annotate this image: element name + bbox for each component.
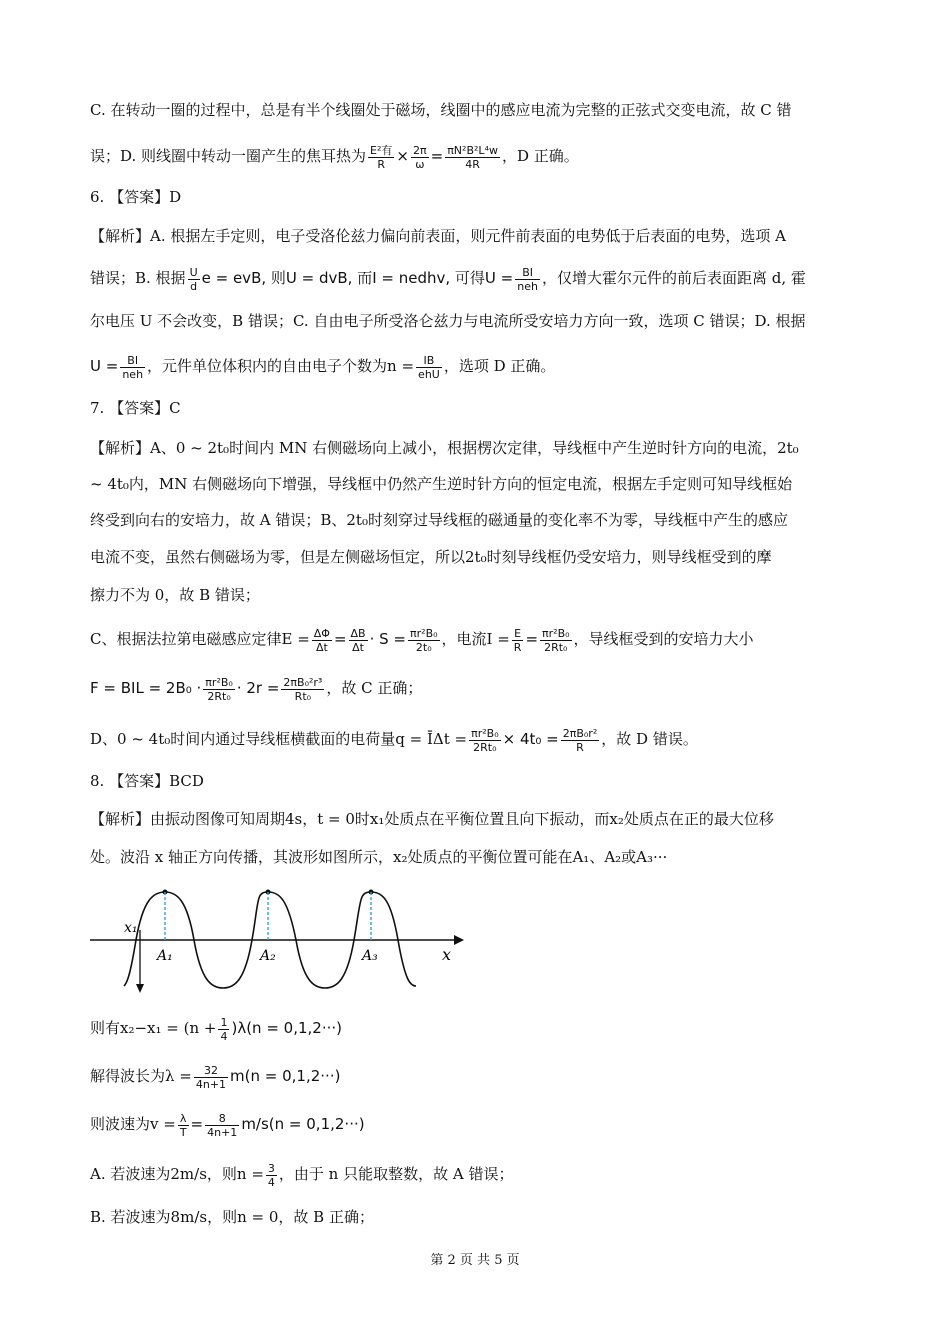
text: × 4t₀ = <box>502 730 559 748</box>
x-axis-arrow <box>454 935 464 945</box>
fraction: $\frac{\text{2πB₀²r³}}{\text{Rt₀}}$ <box>283 675 323 703</box>
fraction: $\frac{1}{4}$ <box>220 1015 228 1043</box>
text: ，导线框受到的安培力大小 <box>573 630 754 648</box>
q6-line-2 <box>90 262 890 294</box>
q8-line-7: B. 若波速为8m/s，则n = 0，故 B 正确； <box>90 1208 374 1226</box>
equals-sign: = <box>190 1115 204 1133</box>
equals-sign: = <box>333 630 347 648</box>
q6-line-4 <box>90 350 890 382</box>
q8-line-6 <box>90 1158 890 1190</box>
fraction: $\frac{BI}{\text{neh}}$ <box>517 265 538 293</box>
text: 解得波长为λ = <box>90 1067 192 1085</box>
text: A. 若波速为2m/s，则n = <box>90 1165 264 1183</box>
text: )λ(n = 0,1,2···) <box>231 1019 342 1037</box>
fraction: $\frac{8}{4n+1}$ <box>207 1111 238 1139</box>
fraction: $\frac{\text{E²有}}{R}$ <box>370 143 393 171</box>
fraction: $\frac{\text{πr²B₀}}{\text{2Rt₀}}$ <box>471 726 499 754</box>
q7-line-1: 【解析】A、0 ~ 2t₀时间内 MN 右侧磁场向上减小，根据楞次定律，导线框中产生逆时针方向的电流，2t₀ <box>90 439 799 457</box>
text: F = BIL = 2B₀ · <box>90 679 202 697</box>
q8-line-4 <box>90 1060 890 1092</box>
fraction: $\frac{\Delta\Phi}{\Delta t}$ <box>313 626 330 654</box>
text: C、根据法拉第电磁感应定律E = <box>90 630 310 648</box>
text: ，元件单位体积内的自由电子个数为n = <box>147 357 415 375</box>
text: D、0 ~ 4t₀时间内通过导线框横截面的电荷量q = ĪΔt = <box>90 730 468 748</box>
q8-answer: 8. 【答案】BCD <box>90 772 204 790</box>
fraction: $\frac{2\pi}{\omega}$ <box>412 143 427 171</box>
label-a2: A₂ <box>260 948 276 964</box>
text: ，由于 n 只能取整数，故 A 错误； <box>278 1165 514 1183</box>
q8-line-2: 处。波沿 x 轴正方向传播，其波形如图所示，x₂处质点的平衡位置可能在A₁、A₂或A₃··· <box>90 848 668 866</box>
text: ，仅增大霍尔元件的前后表面距离 d, 霍 <box>541 269 806 287</box>
fraction: $\frac{\lambda}{T}$ <box>179 1111 187 1139</box>
fraction: $\frac{E}{R}$ <box>513 626 522 654</box>
q6-line-1: 【解析】A. 根据左手定则，电子受洛伦兹力偏向前表面，则元件前表面的电势低于后表面的电势，选项 A <box>90 227 786 245</box>
text: m/s(n = 0,1,2···) <box>241 1115 365 1133</box>
q8-line-3 <box>90 1012 890 1044</box>
fraction: $\frac{\text{πr²B₀}}{\text{2t₀}}$ <box>410 626 438 654</box>
fraction: $\frac{IB}{\text{ehU}}$ <box>418 353 440 381</box>
q7-line-5: 擦力不为 0，故 B 错误； <box>90 586 260 604</box>
fraction: $\frac{U}{d}$ <box>189 265 198 293</box>
label-a3: A₃ <box>362 948 378 964</box>
q5-line-2 <box>90 141 890 171</box>
fraction: $\frac{\text{πN²B²L⁴w}}{4R}$ <box>447 143 498 171</box>
fraction: $\frac{32}{4n+1}$ <box>195 1063 227 1091</box>
fraction: $\frac{BI}{\text{neh}}$ <box>122 353 144 381</box>
text: e = evB, 则U = dvB, 而I = nedhv, 可得U = <box>201 269 514 287</box>
equals-sign: = <box>430 147 444 165</box>
page-footer: 第 2 页 共 5 页 <box>430 1253 520 1268</box>
q8-line-1: 【解析】由振动图像可知周期4s，t = 0时x₁处质点在平衡位置且向下振动，而x₂处质点在正的最大位移 <box>90 810 774 828</box>
q7-line-3: 终受到向右的安培力，故 A 错误；B、2t₀时刻穿过导线框的磁通量的变化率不为零，导线框中产生的感应 <box>90 511 788 529</box>
q7-line-8 <box>90 722 890 756</box>
text: 则波速为v = <box>90 1115 176 1133</box>
q7-line-7 <box>90 671 890 705</box>
fraction: $\frac{\text{2πB₀r²}}{R}$ <box>562 726 598 754</box>
fraction: $\frac{\text{πr²B₀}}{\text{2Rt₀}}$ <box>542 626 570 654</box>
text: ，选项 D 正确。 <box>443 357 556 375</box>
text: 错误；B. 根据 <box>90 269 186 287</box>
q5-line-2-text: 误；D. 则线圈中转动一圈产生的焦耳热为 <box>90 147 367 165</box>
q7-line-4: 电流不变，虽然右侧磁场为零，但是左侧磁场恒定，所以2t₀时刻导线框仍受安培力，则导线框受到的摩 <box>90 548 772 566</box>
q8-line-5 <box>90 1108 890 1140</box>
fraction: $\frac{3}{4}$ <box>267 1161 275 1189</box>
times-sign: × <box>396 147 409 165</box>
q7-line-2: ~ 4t₀内，MN 右侧磁场向下增强，导线框中仍然产生逆时针方向的恒定电流，根据左手定则可知导线框始 <box>90 475 793 493</box>
text: · 2r = <box>236 679 280 697</box>
q7-answer: 7. 【答案】C <box>90 399 181 417</box>
q6-line-3: 尔电压 U 不会改变，B 错误；C. 自由电子所受洛仑兹力与电流所受安培力方向一致，选项 C 错误；D. 根据 <box>90 312 806 330</box>
fraction: $\frac{\Delta B}{\Delta t}$ <box>350 626 366 654</box>
q7-line-6: C、根据法拉第电磁感应定律E = $\frac{\Delta\Phi}{\Delta t}$ = $\frac{\Delta B}{\Delta t}$ · S = $\frac{\text{πr²B₀}}{\text{2t₀}}$ ，电流I = $\frac{E}{R}$ = $\frac{\text{πr²B₀}}{\text{2Rt₀}}$ ，导线框受到的安培力大小 <box>90 626 754 654</box>
q6-answer: 6. 【答案】D <box>90 188 182 206</box>
text: ，故 D 错误。 <box>601 730 698 748</box>
q5-line-1: C. 在转动一圈的过程中，总是有半个线圈处于磁场，线圈中的感应电流为完整的正弦式交变电流，故 C 错 <box>90 101 792 119</box>
text: m(n = 0,1,2···) <box>230 1067 341 1085</box>
text: · S = <box>369 630 407 648</box>
q5-line-2-end: ，D 正确。 <box>501 147 579 165</box>
label-a1: A₁ <box>157 948 173 964</box>
text: ，故 C 正确； <box>326 679 423 697</box>
text: U = <box>90 357 119 375</box>
label-x: x <box>442 945 452 964</box>
text: 则有x₂−x₁ = (n + <box>90 1019 217 1037</box>
fraction: $\frac{\text{πr²B₀}}{\text{2Rt₀}}$ <box>205 675 233 703</box>
label-x1: x₁ <box>124 920 138 936</box>
text: ，电流I = <box>441 630 510 648</box>
down-arrow-head <box>136 984 144 993</box>
wave-figure <box>88 880 468 995</box>
